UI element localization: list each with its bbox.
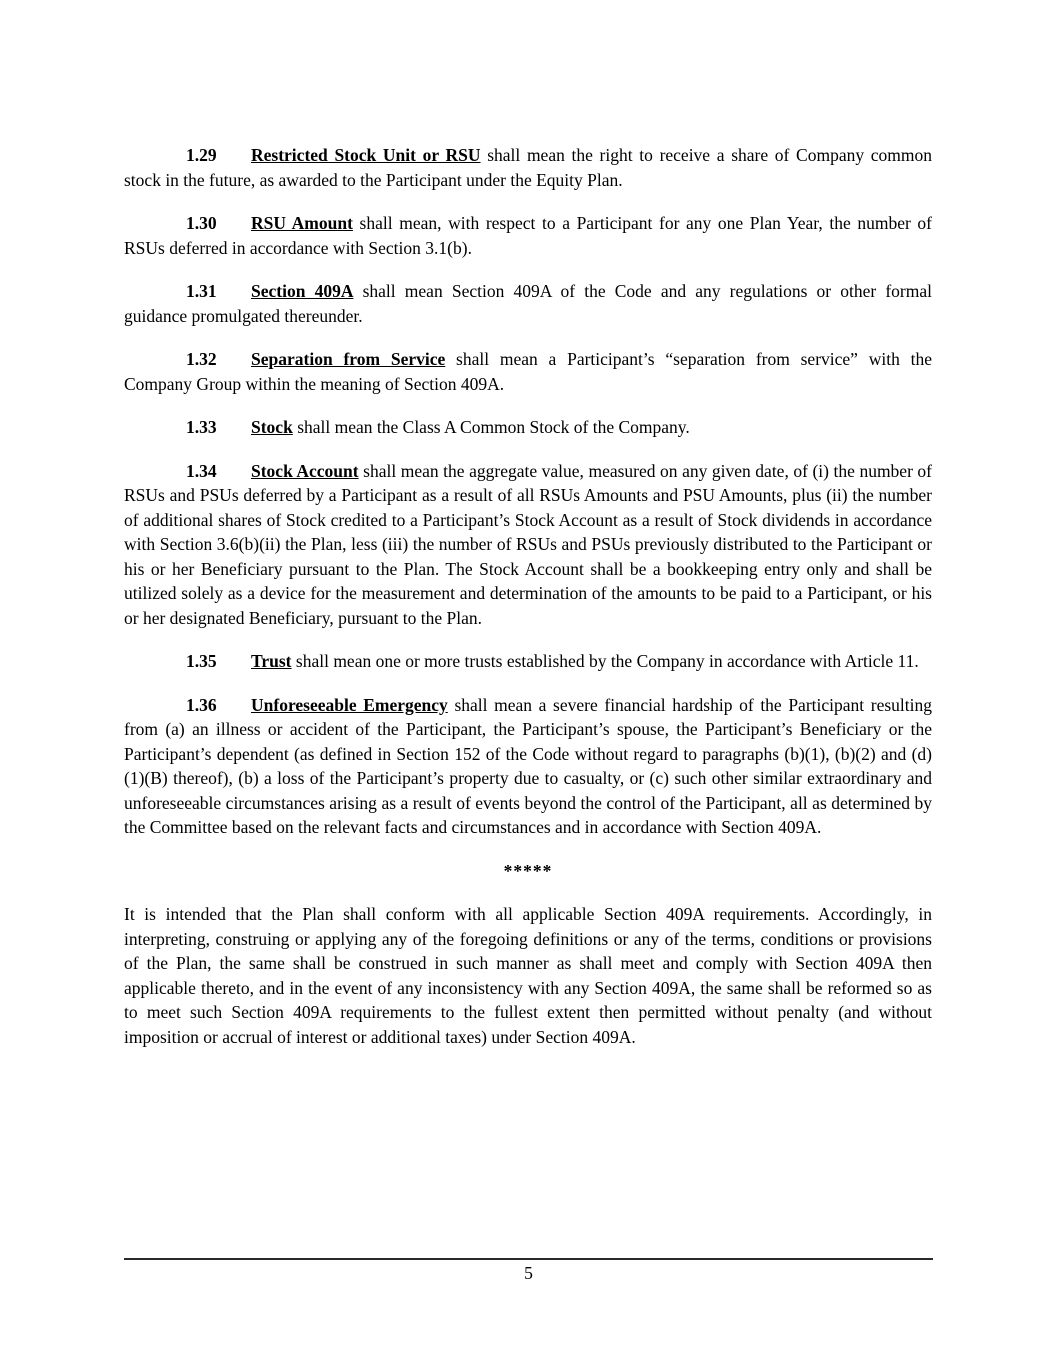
section-number: 1.32 [186, 349, 217, 369]
definition-text: shall mean a Participant’s “separation from service” with the Company Group within the meaning of Section 409A. [124, 349, 932, 394]
definition-1-34 [124, 459, 932, 631]
definition-term: Unforeseeable Emergency [251, 694, 448, 715]
section-number: 1.34 [186, 460, 217, 481]
definition-term: Stock [251, 417, 293, 437]
definition-term: RSU Amount [251, 213, 353, 233]
section-number: 1.33 [186, 417, 217, 437]
definition-term: Trust [251, 651, 292, 671]
section-number: 1.31 [186, 281, 217, 301]
section-number: 1.30 [186, 213, 217, 233]
closing-paragraph: It is intended that the Plan shall conform with all applicable Section 409A requirements. Accordingly, in interpreting, construing or applying any of the foregoing definitions or any of the terms, conditions or provisions of the Plan, the same shall be construed in such manner as shall meet and comply with Section 409A then applicable thereto, and in the event of any inconsistency with any Section 409A, the same shall be reformed so as to meet such Section 409A requirements to the fullest extent then permitted without penalty (and without imposition or accrual of interest or additional taxes) under Section 409A. [124, 904, 932, 1047]
definition-text: shall mean Section 409A of the Code and any regulations or other formal guidance promulgated thereunder. [124, 281, 933, 326]
definition-text: shall mean, with respect to a Participant for any one Plan Year, the number of RSUs deferred in accordance with Section 3.1(b). [124, 213, 933, 258]
section-number: 1.36 [186, 694, 217, 715]
section-number: 1.29 [186, 145, 217, 165]
definition-1-33 [124, 415, 932, 440]
definition-term: Stock Account [251, 460, 359, 481]
definition-text: shall mean the right to receive a share of Company common stock in the future, as awarded to the Participant under the Equity Plan. [124, 145, 932, 190]
definition-term: Restricted Stock Unit or RSU [251, 145, 481, 165]
definition-1-36 [124, 693, 932, 840]
definition-term: Separation from Service [251, 349, 446, 369]
footer-rule [124, 1258, 933, 1286]
definition-term: Section 409A [251, 281, 354, 301]
definition-1-31 [124, 279, 932, 328]
page-number: 5 [524, 1263, 533, 1283]
definition-1-30 [124, 211, 932, 260]
definition-text: shall mean the Class A Common Stock of the Company. [297, 417, 690, 437]
definition-1-35 [124, 649, 932, 674]
definition-text: shall mean one or more trusts established by the Company in accordance with Article 11. [295, 651, 919, 671]
definition-text: shall mean the aggregate value, measured on any given date, of (i) the number of RSUs and PSUs deferred by a Participant as a result of all RSUs Amounts and PSU Amounts, plus (ii) the number of additional shares of Stock credited to a Participant’s Stock Account as a result of Stock dividends in accordance with Section 3.6(b)(ii) the Plan, less (iii) the number of RSUs and PSUs previously distributed to the Participant or his or her Beneficiary pursuant to the Plan. The Stock Account shall be a bookkeeping entry only and shall be utilized solely as a device for the measurement and determination of the amounts to be paid to a Participant, or his or her designated Beneficiary, pursuant to the Plan. [124, 460, 933, 628]
section-number: 1.35 [186, 651, 217, 671]
definition-text: shall mean a severe financial hardship of the Participant resulting from (a) an illness or accident of the Participant, the Participant’s spouse, the Participant’s Beneficiary or the Participant’s dependent (as defined in Section 152 of the Code without regard to paragraphs (b)(1), (b)(2) and (d)(1)(B) thereof), (b) a loss of the Participant’s property due to casualty, or (c) such other similar extraordinary and unforeseeable circumstances arising as a result of events beyond the control of the Participant, all as determined by the Committee based on the relevant facts and circumstances and in accordance with Section 409A. [124, 694, 933, 837]
section-separator: ***** [503, 860, 553, 881]
definition-1-29 [124, 143, 932, 192]
definition-1-32 [124, 347, 932, 396]
